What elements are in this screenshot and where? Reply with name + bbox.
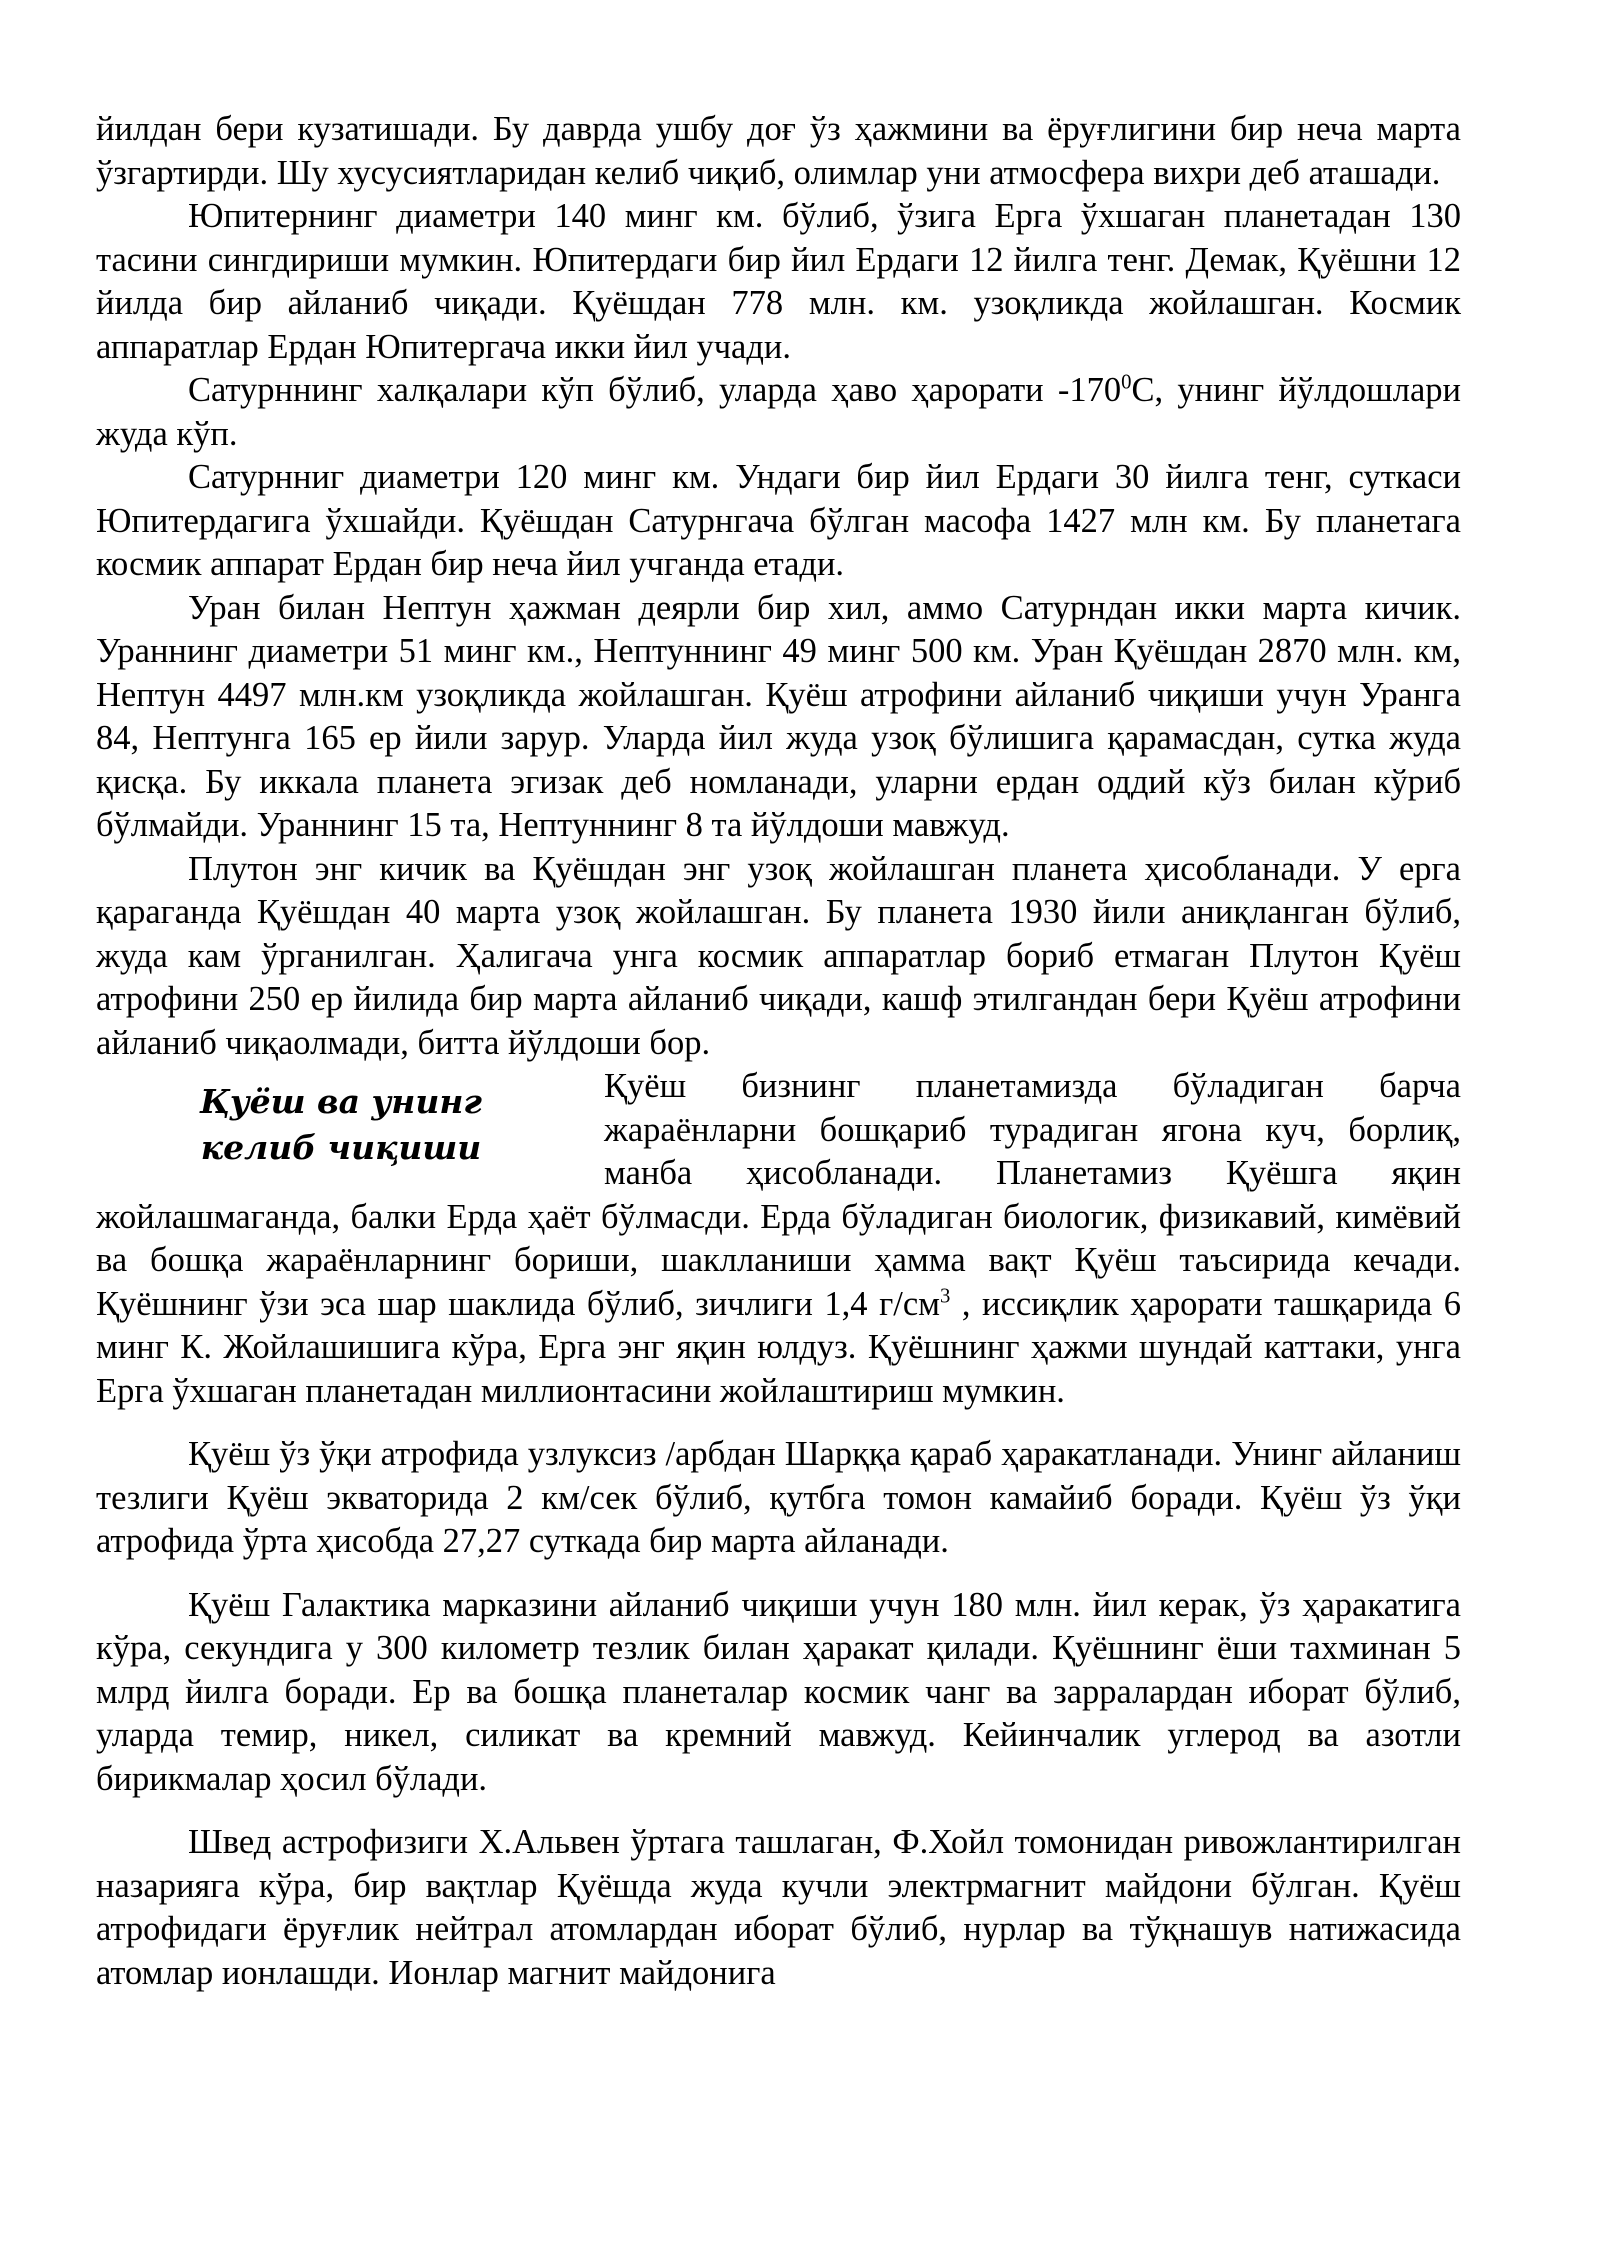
document-page xyxy=(96,108,1461,1995)
heading-line-2: келиб чиқиши xyxy=(200,1128,482,1167)
paragraph-jupiter: Юпитернинг диаметри 140 минг км. бўлиб, ўзига Ерга ўхшаган планетадан 130 тасини сингдириши мумкин. Юпитердаги бир йил Ердаги 12 йилга тенг. Демак, Қуёшни 12 йилда бир айланиб чиқади. Қуёшдан 778 млн. км. узоқликда жойлашган. Космик аппаратлар Ердан Юпитергача икки йил учади. xyxy=(96,197,1461,366)
paragraph-sun-rotation: Қуёш ўз ўқи атрофида узлуксиз /арбдан Шарққа қараб ҳаракатланади. Унинг айланиш тезлиги Қуёш экваторида 2 км/сек бўлиб, қутбга томон камайиб боради. Қуёш ўз ўқи атрофида ўрта ҳисобда 27,27 суткада бир марта айланади. xyxy=(96,1435,1461,1560)
degree-superscript: 0 xyxy=(1121,371,1132,394)
cubic-superscript: 3 xyxy=(939,1285,951,1307)
section-sun-origin xyxy=(96,1065,1461,1413)
paragraph-uranus-neptune: Уран билан Нептун ҳажман деярли бир хил, аммо Сатурндан икки марта кичик. Ураннинг диаметри 51 минг км., Нептуннинг 49 минг 500 км. Уран Қуёшдан 2870 млн. км, Нептун 4497 млн.км узоқликда жойлашган. Қуёш атрофини айланиб чиқиши учун Уранга 84, Нептунга 165 ер йили зарур. Уларда йил жуда узоқ бўлишига қарамасдан, сутка жуда қисқа. Бу иккала планета эгизак деб номланади, уларни ердан оддий кўз билан кўриб бўлмайди. Ураннинг 15 та, Нептуннинг 8 та йўлдоши мавжуд. xyxy=(96,588,1461,844)
paragraph-saturn-rings xyxy=(96,369,1461,456)
section-heading xyxy=(96,1073,586,1191)
sun-intro-text-cont: , иссиқлик ҳарорати ташқарида 6 минг К. Жойлашишига кўра, Ерга энг яқин юлдуз. Қуёшнинг ҳажми шундай каттаки, унга Ерга ўхшаган планетадан миллионтасини жойлаштириш мумкин. xyxy=(96,1284,1461,1410)
saturn-temp-text-cont: С, унинг йўлдошлари жуда кўп. xyxy=(96,371,1461,453)
paragraph-saturn-diameter: Сатурнниг диаметри 120 минг км. Ундаги бир йил Ердаги 30 йилга тенг, суткаси Юпитердагига ўхшайди. Қуёшдан Сатурнгача бўлган масофа 1427 млн км. Бу планетага космик аппарат Ердан бир неча йил учганда етади. xyxy=(96,458,1461,583)
heading-line-1: Қуёш ва унинг xyxy=(200,1082,482,1121)
paragraph-great-red-spot: йилдан бери кузатишади. Бу даврда ушбу доғ ўз ҳажмини ва ёруғлигини бир неча марта ўзгартирди. Шу хусусиятларидан келиб чиқиб, олимлар уни атмосфера вихри деб аташади. xyxy=(96,110,1461,192)
paragraph-alfven-theory: Швед астрофизиги Х.Альвен ўртага ташлаган, Ф.Хойл томонидан ривожлантирилган назарияга кўра, бир вақтлар Қуёшда жуда кучли электрмагнит майдони бўлган. Қуёш атрофидаги ёруғлик нейтрал атомлардан иборат бўлиб, нурлар ва тўқнашув натижасида атомлар ионлашди. Ионлар магнит майдонига xyxy=(96,1823,1461,1992)
sun-intro-text: Қуёш бизнинг планетамизда бўладиган барча жараёнларни бошқариб турадиган ягона куч, борлиқ, манба ҳисобланади. Планетамиз Қуёшга яқин жойлашмаганда, балки Ерда ҳаёт бўлмасди. Ерда бўладиган биологик, физикавий, кимёвий ва бошқа жараёнларнинг бориши, шаклланиши ҳамма вақт Қуёш таъсирида кечади. Қуёшнинг ўзи эса шар шаклида бўлиб, зичлиги 1,4 г/см xyxy=(96,1067,1461,1323)
saturn-temp-text: Сатурннинг халқалари кўп бўлиб, уларда ҳаво ҳарорати -170 xyxy=(188,371,1122,409)
paragraph-sun-galaxy: Қуёш Галактика марказини айланиб чиқиши учун 180 млн. йил керак, ўз ҳаракатига кўра, секундига у 300 километр тезлик билан ҳаракат қилади. Қуёшнинг ёши тахминан 5 млрд йилга боради. Ер ва бошқа планеталар космик чанг ва зарралардан иборат бўлиб, уларда темир, никел, силикат ва кремний мавжуд. Кейинчалик углерод ва азотли бирикмалар ҳосил бўлади. xyxy=(96,1585,1461,1798)
paragraph-pluto: Плутон энг кичик ва Қуёшдан энг узоқ жойлашган планета ҳисобланади. У ерга қараганда Қуёшдан 40 марта узоқ жойлашган. Бу планета 1930 йили аниқланган бўлиб, жуда кам ўрганилган. Ҳалигача унга космик аппаратлар бориб етмаган Плутон Қуёш атрофини 250 ер йилида бир марта айланиб чиқади, кашф этилгандан бери Қуёш атрофини айланиб чиқаолмади, битта йўлдоши бор. xyxy=(96,849,1461,1062)
